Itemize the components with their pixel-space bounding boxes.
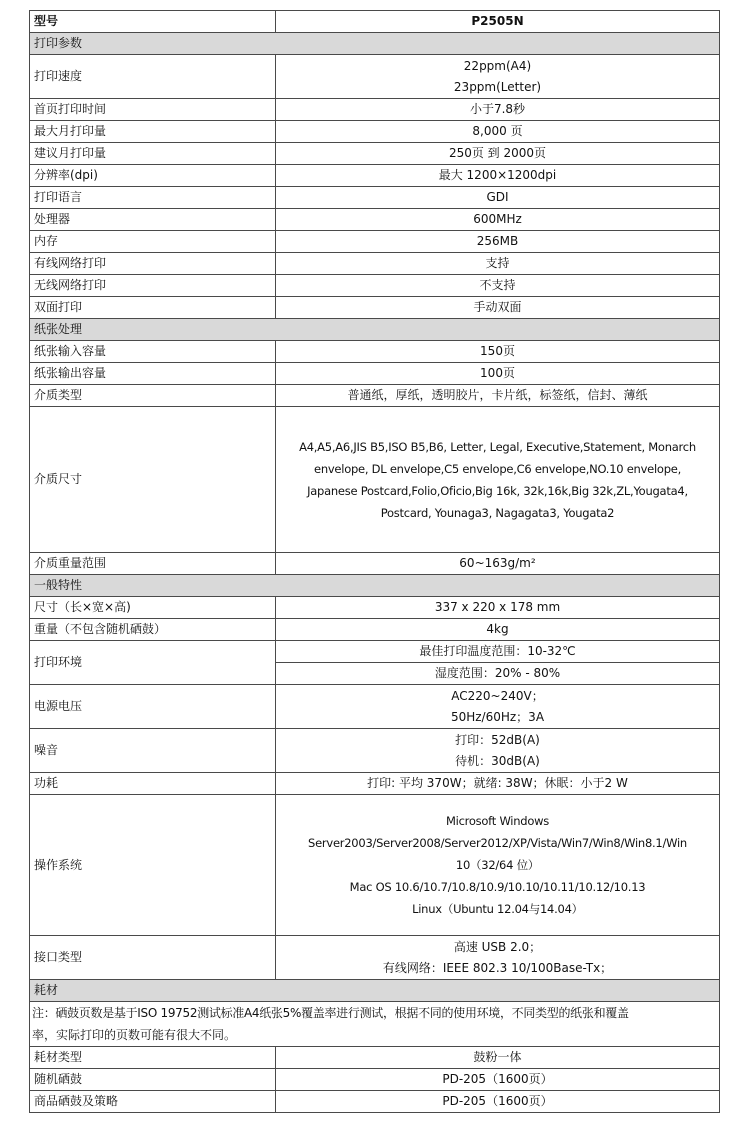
spec-value: PD-205（1600页） xyxy=(276,1069,720,1091)
spec-label: 接口类型 xyxy=(30,936,276,980)
spec-label: 纸张输出容量 xyxy=(30,363,276,385)
spec-label: 重量（不包含随机硒鼓） xyxy=(30,619,276,641)
spec-row xyxy=(30,553,720,575)
section-title: 一般特性 xyxy=(30,575,720,597)
spec-value: 250页 到 2000页 xyxy=(276,143,720,165)
spec-row xyxy=(30,253,720,275)
spec-label: 处理器 xyxy=(30,209,276,231)
spec-value: 337 x 220 x 178 mm xyxy=(276,597,720,619)
spec-row xyxy=(30,341,720,363)
spec-row xyxy=(30,773,720,795)
spec-label: 纸张输入容量 xyxy=(30,341,276,363)
spec-row xyxy=(30,143,720,165)
spec-row xyxy=(30,165,720,187)
model-value: P2505N xyxy=(276,11,720,33)
value-line: 23ppm(Letter) xyxy=(453,79,542,94)
spec-label: 介质重量范围 xyxy=(30,553,276,575)
spec-value: PD-205（1600页） xyxy=(276,1091,720,1113)
spec-row xyxy=(30,729,720,773)
section-print xyxy=(30,33,720,55)
spec-row xyxy=(30,685,720,729)
value-line: 10（32/64 位） xyxy=(455,858,540,872)
spec-label: 噪音 xyxy=(30,729,276,773)
spec-row xyxy=(30,1091,720,1113)
value-line: 50Hz/60Hz；3A xyxy=(450,709,545,724)
spec-value: 支持 xyxy=(276,253,720,275)
spec-value: 最大 1200×1200dpi xyxy=(276,165,720,187)
spec-row xyxy=(30,1047,720,1069)
spec-row xyxy=(30,231,720,253)
spec-label: 随机硒鼓 xyxy=(30,1069,276,1091)
value-line: 待机：30dB(A) xyxy=(455,753,540,768)
value-line: 打印：52dB(A) xyxy=(455,732,540,747)
spec-value: GDI xyxy=(276,187,720,209)
spec-value: 4kg xyxy=(276,619,720,641)
model-label: 型号 xyxy=(30,11,276,33)
section-paper xyxy=(30,319,720,341)
spec-value: 100页 xyxy=(276,363,720,385)
header-row xyxy=(30,11,720,33)
spec-value xyxy=(276,795,720,936)
value-line: Mac OS 10.6/10.7/10.8/10.9/10.10/10.11/10.12/10.13 xyxy=(349,880,646,894)
spec-value: 小于7.8秒 xyxy=(276,99,720,121)
note-line: 注：硒鼓页数是基于ISO 19752测试标准A4纸张5%覆盖率进行测试，根据不同的使用环境，不同类型的纸张和覆盖 xyxy=(32,1006,629,1020)
spec-label: 打印速度 xyxy=(30,55,276,99)
spec-row xyxy=(30,99,720,121)
spec-value: 鼓粉一体 xyxy=(276,1047,720,1069)
spec-label: 分辨率(dpi) xyxy=(30,165,276,187)
spec-row xyxy=(30,297,720,319)
spec-row xyxy=(30,187,720,209)
spec-row xyxy=(30,363,720,385)
value-line: Microsoft Windows xyxy=(445,814,550,828)
section-title: 纸张处理 xyxy=(30,319,720,341)
value-line: Japanese Postcard,Folio,Oficio,Big 16k, 32k,16k,Big 32k,ZL,Yougata4, xyxy=(307,483,688,498)
spec-row xyxy=(30,55,720,99)
section-title: 耗材 xyxy=(30,980,720,1002)
spec-value: 不支持 xyxy=(276,275,720,297)
consumables-note xyxy=(30,1002,720,1047)
note-row xyxy=(30,1002,720,1047)
spec-row xyxy=(30,275,720,297)
section-general xyxy=(30,575,720,597)
spec-row xyxy=(30,641,720,685)
spec-value xyxy=(276,729,720,773)
spec-row xyxy=(30,407,720,553)
spec-label: 打印语言 xyxy=(30,187,276,209)
spec-value: 8,000 页 xyxy=(276,121,720,143)
spec-row xyxy=(30,936,720,980)
value-line: envelope, DL envelope,C5 envelope,C6 envelope,NO.10 envelope, xyxy=(314,461,681,476)
spec-value: 256MB xyxy=(276,231,720,253)
spec-label: 有线网络打印 xyxy=(30,253,276,275)
spec-value: 150页 xyxy=(276,341,720,363)
spec-label: 首页打印时间 xyxy=(30,99,276,121)
value-line: 高速 USB 2.0； xyxy=(453,939,542,954)
spec-value xyxy=(276,936,720,980)
value-line: 最佳打印温度范围：10-32℃ xyxy=(276,641,719,663)
spec-value xyxy=(276,641,720,685)
spec-label: 介质尺寸 xyxy=(30,407,276,553)
spec-value: 手动双面 xyxy=(276,297,720,319)
spec-value: 600MHz xyxy=(276,209,720,231)
section-consumables xyxy=(30,980,720,1002)
value-line: 有线网络：IEEE 802.3 10/100Base-Tx； xyxy=(382,960,613,975)
spec-row xyxy=(30,597,720,619)
spec-label: 打印环境 xyxy=(30,641,276,685)
spec-label: 建议月打印量 xyxy=(30,143,276,165)
spec-label: 介质类型 xyxy=(30,385,276,407)
value-line: Linux（Ubuntu 12.04与14.04） xyxy=(412,902,583,916)
note-line: 率，实际打印的页数可能有很大不同。 xyxy=(32,1028,237,1042)
spec-row xyxy=(30,385,720,407)
section-title: 打印参数 xyxy=(30,33,720,55)
spec-value xyxy=(276,55,720,99)
spec-label: 电源电压 xyxy=(30,685,276,729)
spec-row xyxy=(30,121,720,143)
spec-row xyxy=(30,619,720,641)
spec-table xyxy=(29,10,720,1113)
spec-row xyxy=(30,1069,720,1091)
spec-value: 60~163g/m² xyxy=(276,553,720,575)
spec-label: 功耗 xyxy=(30,773,276,795)
spec-value: 普通纸，厚纸，透明胶片，卡片纸，标签纸，信封、薄纸 xyxy=(276,385,720,407)
spec-value xyxy=(276,685,720,729)
spec-label: 耗材类型 xyxy=(30,1047,276,1069)
spec-label: 操作系统 xyxy=(30,795,276,936)
spec-label: 最大月打印量 xyxy=(30,121,276,143)
spec-label: 无线网络打印 xyxy=(30,275,276,297)
spec-row xyxy=(30,795,720,936)
spec-label: 商品硒鼓及策略 xyxy=(30,1091,276,1113)
value-line: 22ppm(A4) xyxy=(463,58,532,73)
value-line: A4,A5,A6,JIS B5,ISO B5,B6, Letter, Legal, Executive,Statement, Monarch xyxy=(299,439,696,454)
spec-label: 双面打印 xyxy=(30,297,276,319)
spec-label: 内存 xyxy=(30,231,276,253)
spec-row xyxy=(30,209,720,231)
spec-label: 尺寸（长×宽×高) xyxy=(30,597,276,619)
spec-value xyxy=(276,407,720,553)
value-line: 湿度范围：20% - 80% xyxy=(434,666,561,680)
value-line: AC220~240V； xyxy=(451,688,544,703)
spec-value: 打印: 平均 370W；就绪: 38W；休眠：小于2 W xyxy=(276,773,720,795)
value-line: Server2003/Server2008/Server2012/XP/Vista/Win7/Win8/Win8.1/Win xyxy=(308,836,687,850)
value-line: Postcard, Younaga3, Nagagata3, Yougata2 xyxy=(380,505,615,520)
